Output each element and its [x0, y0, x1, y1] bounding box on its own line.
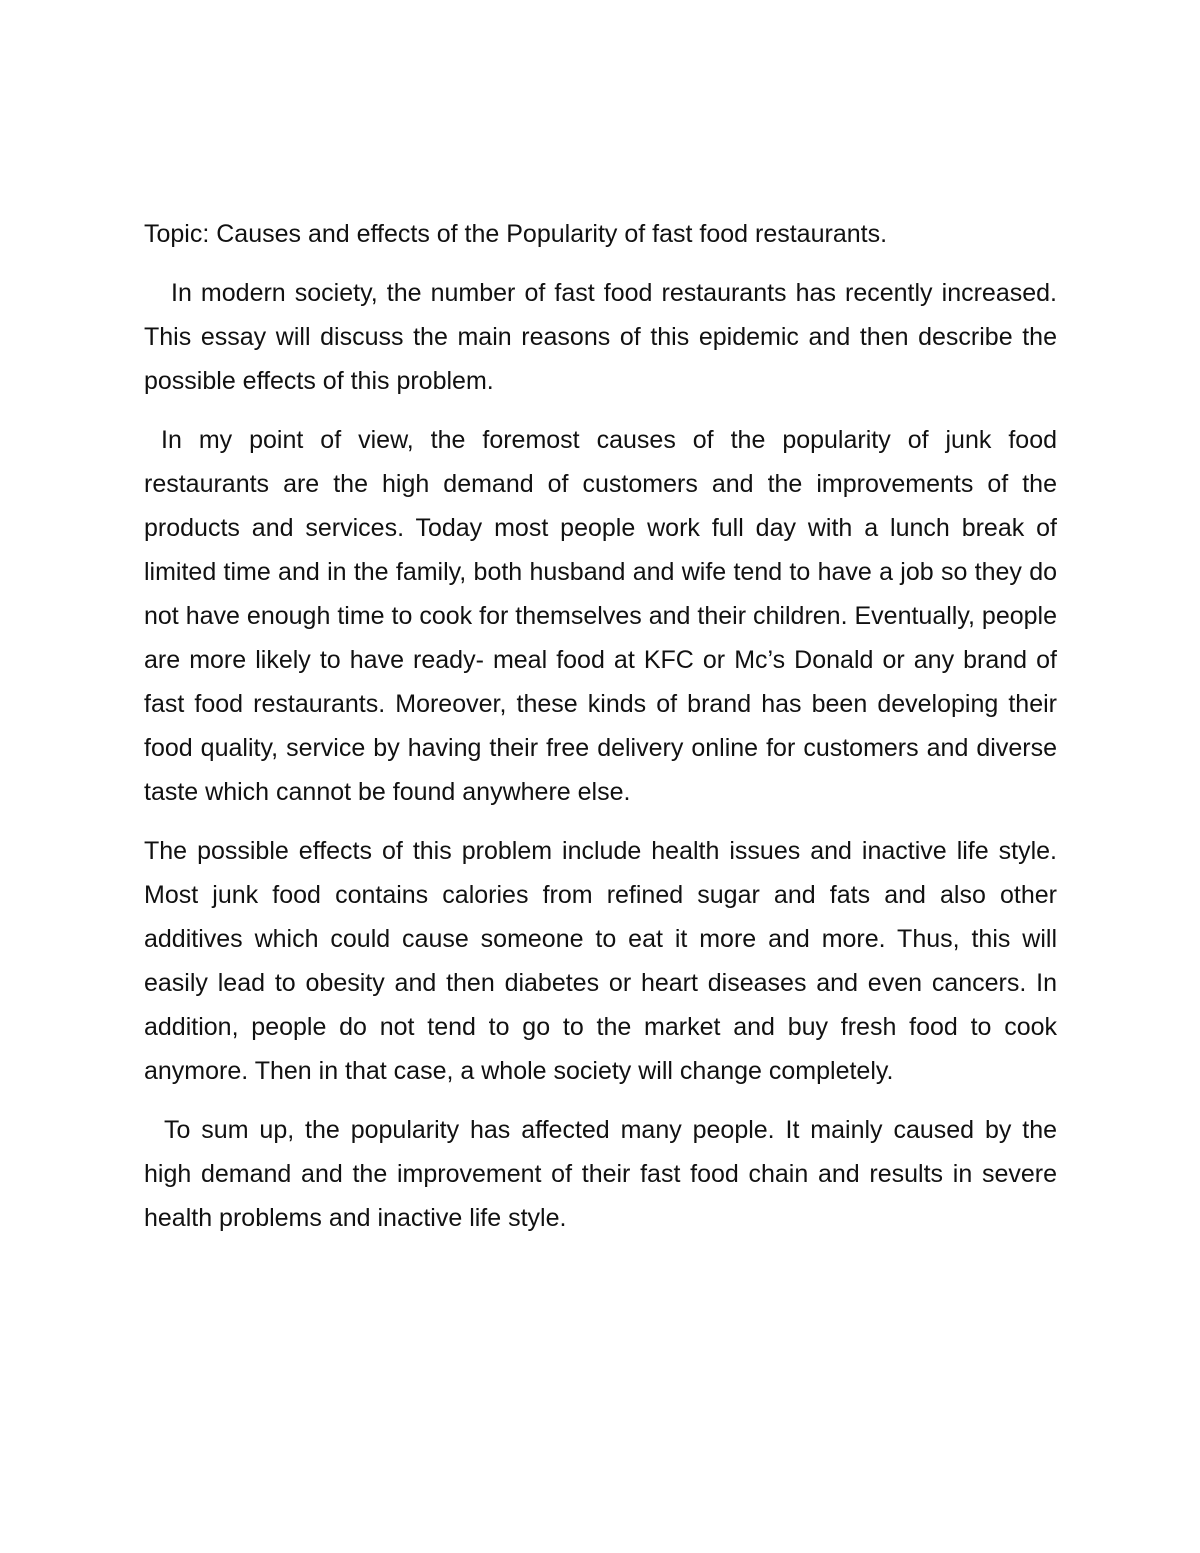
paragraph-effects: The possible effects of this problem include health issues and inactive life style. Most junk food contains calories from refined sugar and fats and also other additives which could cause someone to eat it more and more. Thus, this will easily lead to obesity and then diabetes or heart diseases and even cancers. In addition, people do not tend to go to the market and buy fresh food to cook anymore. Then in that case, a whole society will change completely.	[144, 837, 1057, 1085]
paragraph-introduction: In modern society, the number of fast food restaurants has recently increased. This essay will discuss the main reasons of this epidemic and then describe the possible effects of this problem.	[144, 279, 1057, 395]
document-body	[144, 212, 1057, 1255]
document-topic: Topic: Causes and effects of the Popularity of fast food restaurants.	[144, 220, 888, 248]
paragraph-conclusion: To sum up, the popularity has affected many people. It mainly caused by the high demand and the improvement of their fast food chain and results in severe health problems and inactive life style.	[144, 1116, 1057, 1232]
paragraph-causes: In my point of view, the foremost causes of the popularity of junk food restaurants are the high demand of customers and the improvements of the products and services. Today most people work full day with a lunch break of limited time and in the family, both husband and wife tend to have a job so they do not have enough time to cook for themselves and their children. Eventually, people are more likely to have ready- meal food at KFC or Mc’s Donald or any brand of fast food restaurants. Moreover, these kinds of brand has been developing their food quality, service by having their free delivery online for customers and diverse taste which cannot be found anywhere else.	[144, 426, 1057, 806]
